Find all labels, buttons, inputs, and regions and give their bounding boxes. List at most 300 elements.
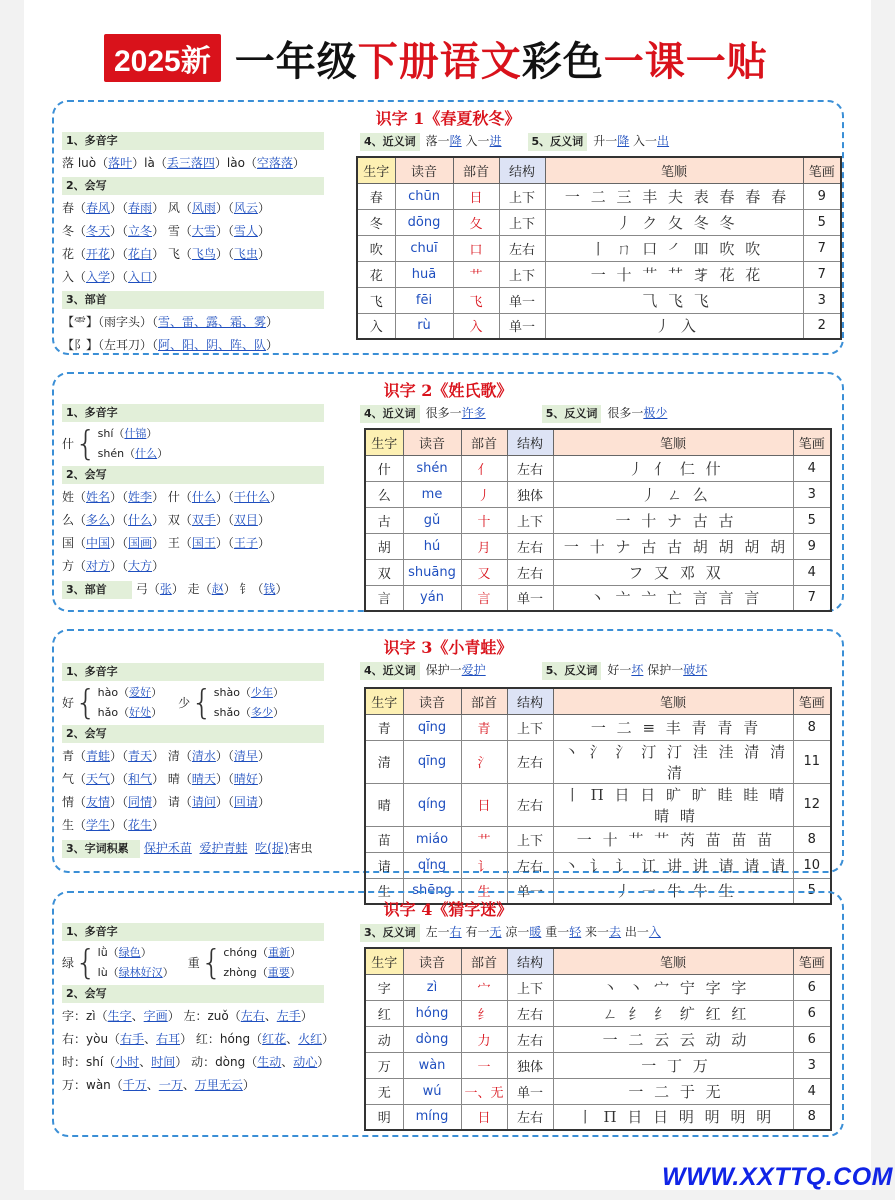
cell-bu: 又 [461,559,507,585]
cell-bu: 丿 [461,481,507,507]
text: ） [269,490,282,504]
table-row [365,1026,831,1052]
cell-jie: 左右 [507,783,553,826]
text: 、 [182,1078,195,1092]
reading [98,424,168,444]
cell-zi: 什 [365,455,403,481]
word: 绿色 [118,946,141,959]
word: 晴天 [191,772,216,786]
cell-shu: 8 [793,1104,831,1130]
lesson-notes [62,402,362,601]
col-header-shu: 笔画 [803,157,841,183]
text: 、 [264,1009,277,1023]
huixie-line [62,1028,362,1051]
site-watermark: WWW.XXTTQ.COM [662,1163,893,1191]
cell-bu: 日 [461,783,507,826]
col-header-bi: 笔顺 [545,157,803,183]
text: 时：shí（ [62,1055,116,1069]
cell-shu: 5 [793,878,831,904]
text: 落 [62,156,75,170]
table-row [357,183,841,209]
brace: { [75,943,97,983]
word: 坏 [631,663,644,677]
text: ）（ [215,749,234,763]
label-duoyin: 1、多音字 [62,663,324,681]
word: 花白 [128,247,153,261]
reading [98,444,168,464]
readings [98,424,168,464]
text: ） [257,201,270,215]
text: ） [290,946,302,959]
cell-seq: ⺄ 飞 飞 [545,287,803,313]
word: 干什么 [233,490,270,504]
char: 少 [178,695,191,710]
text: ） [257,772,270,786]
col-header-bu: 部首 [461,688,507,714]
cell-pin: wú [403,1078,461,1104]
text: chóng（ [223,946,269,959]
word: 回请 [233,795,258,809]
cell-pin: miáo [403,826,461,852]
col-header-jie: 结构 [507,429,553,455]
jilei-line [62,837,362,860]
text: ）lào（ [214,156,257,170]
cell-pin: me [403,481,461,507]
cell-seq: フ 又 邓 双 [553,559,793,585]
word: 清早 [233,749,258,763]
huixie-line [62,555,362,578]
cell-pin: míng [403,1104,461,1130]
word: 多么 [86,513,111,527]
word: 同情 [128,795,153,809]
word: 破坏 [683,663,708,677]
word: 左手 [276,1009,301,1023]
cell-zi: 花 [357,261,395,287]
text: ）（ [215,795,234,809]
text: 春（ [62,201,87,215]
huixie-line [62,243,362,266]
col-header-jie: 结构 [507,688,553,714]
cell-bu: 氵 [461,740,507,783]
text: ）（ [110,490,129,504]
cell-zi: 胡 [365,533,403,559]
cell-zi: 飞 [357,287,395,313]
word: 火红 [298,1032,323,1046]
text: lǜ（ [97,946,119,959]
cell-zi: 清 [365,740,403,783]
cell-shu: 7 [793,585,831,611]
word: 请问 [191,795,216,809]
word: 赵 [211,582,224,596]
text: lù（ [97,966,119,979]
cell-jie: 左右 [507,559,553,585]
table-row [365,783,831,826]
cell-pin: hóng [403,1000,461,1026]
word: 和气 [128,772,153,786]
text: ） 飞（ [152,247,192,261]
word: 落叶 [108,156,133,170]
huixie-line [62,745,362,768]
cell-bu: 一、无 [461,1078,507,1104]
text: 【阝】（左耳刀）（ [62,338,159,352]
title-part-3: 彩色 [521,37,604,85]
text: ） [272,686,284,699]
cell-pin: rù [395,313,453,339]
cell-shu: 3 [793,481,831,507]
word: 清水 [191,749,216,763]
cell-seq: 丨 П 日 日 明 明 明 明 [553,1104,793,1130]
cell-bu: 艹 [453,261,499,287]
cell-pin: hú [403,533,461,559]
col-header-zi: 生字 [365,429,403,455]
lesson-title: 识字 3《小青蛙》 [383,638,513,657]
word: 右手 [120,1032,145,1046]
text: ） [257,795,270,809]
text: shào（ [213,686,251,699]
word: 青天 [128,749,153,763]
text: ） [289,966,301,979]
text: 落一 [425,134,450,148]
text: 、 [146,1078,159,1092]
cell-shu: 7 [803,235,841,261]
cell-seq: 丿 ㇐ 牛 牛 生 [553,878,793,904]
cell-bu: 言 [461,585,507,611]
word: 绿林好汉 [118,966,163,979]
table-row [365,740,831,783]
table-row [365,1104,831,1130]
jinyi [360,404,486,423]
text: ） [140,946,152,959]
word: 左右 [240,1009,265,1023]
label: 5、反义词 [542,405,602,423]
cell-jie: 上下 [507,826,553,852]
huixie-line [62,1074,362,1097]
word: 许多 [461,406,486,420]
text: ）（ [110,818,129,832]
year-badge: 2025新 [104,34,221,82]
cell-seq: 一 二 三 丰 夫 表 春 春 春 [545,183,803,209]
text: ） [272,706,284,719]
reading [214,683,284,703]
cell-seq: 一 二 于 无 [553,1078,793,1104]
text: hào（ [97,686,130,699]
fanyi [528,132,670,151]
page-title [235,30,768,87]
character-table [356,156,842,340]
cell-pin: chūn [395,183,453,209]
text: ） [257,749,270,763]
text: hǎo（ [97,706,130,719]
cell-bu: 生 [461,878,507,904]
cell-shu: 5 [803,209,841,235]
text: ） [151,686,163,699]
word: 大雪 [191,224,216,238]
cell-zi: 么 [365,481,403,507]
cell-bu: 十 [461,507,507,533]
title-part-2: 下册语文 [357,37,522,85]
table-row [365,1000,831,1026]
cell-jie: 左右 [507,1000,553,1026]
word: 什锦 [124,427,147,440]
text: 保护一 [643,663,684,677]
word: 少年 [250,686,273,699]
table-row [365,826,831,852]
word: 小时 [115,1055,140,1069]
label-huixie: 2、会写 [62,466,324,484]
cell-zi: 双 [365,559,403,585]
word: 降 [617,134,630,148]
brace: { [75,424,97,464]
cell-jie: 单一 [507,878,553,904]
cell-seq: 一 丁 万 [553,1052,793,1078]
word: 右耳 [156,1032,181,1046]
text: ）（ [110,559,129,573]
cell-seq: 一 二 ≡ 丰 青 青 青 [553,714,793,740]
word: 降 [449,134,462,148]
word: 入 [648,925,661,939]
label: 3、部首 [62,581,132,599]
text: ）（ [110,749,129,763]
text: ）là（ [132,156,167,170]
label-huixie: 2、会写 [62,177,324,195]
col-header-zi: 生字 [357,157,395,183]
huixie-line [62,814,362,837]
title-part-4: 一课一贴 [603,37,768,85]
cell-jie: 上下 [499,209,545,235]
text: ） [242,1078,255,1092]
word: 入口 [128,270,153,284]
fanyi [542,661,708,680]
lesson-notes [62,130,362,357]
text: ） [257,224,270,238]
text: ） [300,1009,313,1023]
text: 万：wàn（ [62,1078,123,1092]
brace: { [200,943,223,983]
cell-pin: qǐng [403,852,461,878]
readings [98,943,174,983]
cell-shu: 4 [793,1078,831,1104]
table-row [365,481,831,507]
lesson-title: 识字 1《春夏秋冬》 [375,109,521,128]
reading [98,703,162,723]
word: 重新 [268,946,291,959]
text: ） 钅（ [223,582,264,596]
text: ） [151,706,163,719]
cell-shu: 7 [803,261,841,287]
text: ）（ [110,247,129,261]
duoyin-brace [62,424,362,464]
brace: { [191,683,213,723]
duoyin-brace [62,943,174,983]
cell-zi: 入 [357,313,395,339]
text: ） [266,338,279,352]
huixie-line [62,791,362,814]
text: ） [275,582,288,596]
cell-zi: 冬 [357,209,395,235]
table-row [365,559,831,585]
text: ）（ [215,772,234,786]
duoyin-pair [62,683,362,723]
cell-bu: 日 [461,1104,507,1130]
col-header-bu: 部首 [461,429,507,455]
text: 入一 [629,134,658,148]
cell-zi: 请 [365,852,403,878]
word: 空落落 [256,156,293,170]
cell-shu: 3 [793,1052,831,1078]
fanyi-words [426,925,661,939]
word: 雪人 [233,224,258,238]
cell-bu: 力 [461,1026,507,1052]
fanyi [542,404,668,423]
col-header-zi: 生字 [365,688,403,714]
cell-pin: huā [395,261,453,287]
label: 3、反义词 [360,924,420,942]
text: ）（ [110,513,129,527]
lesson-notes [62,921,362,1097]
text: ） [317,1055,330,1069]
cell-bu: 亻 [461,455,507,481]
char: 什 [62,436,75,451]
word: 对方 [86,559,111,573]
text: ） 走（ [171,582,212,596]
cell-zi: 明 [365,1104,403,1130]
col-header-jie: 结构 [507,948,553,974]
text: shǎo（ [213,706,251,719]
text: 方（ [62,559,87,573]
word: 花生 [128,818,153,832]
text: ） [152,818,165,832]
text: ） 清（ [152,749,192,763]
table-row [365,1052,831,1078]
cell-bu: 飞 [453,287,499,313]
text: ）（ [110,224,129,238]
word: 友情 [86,795,111,809]
cell-bu: 夂 [453,209,499,235]
lesson-card-1 [52,100,844,355]
label: 3、字词积累 [62,840,140,858]
cell-shu: 9 [803,183,841,209]
cell-pin: qīng [403,740,461,783]
huixie-list [62,745,362,837]
cell-jie: 左右 [507,533,553,559]
duoyin-pair [62,943,362,983]
word: 暖 [529,925,542,939]
text: ） 请（ [152,795,192,809]
word: 轻 [569,925,582,939]
table-row [365,974,831,1000]
antonym-line [360,923,661,942]
cell-shu: 4 [793,559,831,585]
word: 雪、雷、露、霜、雾 [158,315,267,329]
col-header-shu: 笔画 [793,948,831,974]
col-header-bu: 部首 [453,157,499,183]
synonym-antonym-line [360,132,669,151]
text: ）（ [215,224,234,238]
cell-jie: 左右 [507,1026,553,1052]
word: 无 [489,925,502,939]
text: ） [322,1032,335,1046]
text: 、 [139,1055,152,1069]
cell-pin: dòng [403,1026,461,1052]
text: ） 晴（ [152,772,192,786]
word: 重要 [267,966,290,979]
cell-shu: 6 [793,1026,831,1052]
cell-bu: 入 [453,313,499,339]
word: 姓名 [86,490,111,504]
cell-bu: 讠 [461,852,507,878]
word: 中国 [86,536,111,550]
cell-shu: 8 [793,826,831,852]
cell-zi: 晴 [365,783,403,826]
word: 时间 [151,1055,176,1069]
col-header-shu: 笔画 [793,688,831,714]
cell-pin: yán [403,585,461,611]
col-header-jie: 结构 [499,157,545,183]
word: 飞鸟 [191,247,216,261]
col-header-bi: 笔顺 [553,429,793,455]
lesson-card-3 [52,629,844,901]
text: ） [162,966,174,979]
text: ） [292,156,305,170]
word: 张 [159,582,172,596]
col-header-bi: 笔顺 [553,688,793,714]
word: 风雨 [191,201,216,215]
synonym-antonym-line [360,661,707,680]
col-header-yin: 读音 [403,948,461,974]
cell-pin: wàn [403,1052,461,1078]
huixie-line [62,1005,362,1028]
huixie-line [62,768,362,791]
col-header-shu: 笔画 [793,429,831,455]
cell-seq: 一 十 艹 ⺿ 𦬁 花 花 [545,261,803,287]
word: 爱好 [129,686,152,699]
cell-shu: 3 [803,287,841,313]
cell-zi: 吹 [357,235,395,261]
duoyin-brace [188,943,301,983]
cell-jie: 单一 [499,313,545,339]
word: 飞虫 [233,247,258,261]
label: 5、反义词 [542,662,602,680]
text: ） [257,247,270,261]
table-row [357,287,841,313]
text: ） [152,270,165,284]
table-row [365,1078,831,1104]
cell-bu: 宀 [461,974,507,1000]
cell-seq: 一 十 ナ 古 古 [553,507,793,533]
cell-shu: 10 [793,852,831,878]
label-duoyin: 1、多音字 [62,923,324,941]
table-row [365,714,831,740]
text: ）（ [215,247,234,261]
cell-pin: qíng [403,783,461,826]
text: 弓（ [135,582,160,596]
lesson-card-4 [52,891,844,1137]
bushou-line [62,578,362,601]
text: 出一 [621,925,649,939]
text: 、 [281,1055,294,1069]
text: 、 [144,1032,157,1046]
cell-seq: 丿 ク 夂 冬 冬 [545,209,803,235]
text: 气（ [62,772,87,786]
word: 极少 [643,406,668,420]
word: 春雨 [128,201,153,215]
lesson-card-2 [52,372,844,612]
cell-jie: 单一 [499,287,545,313]
word: 青蛙 [86,749,111,763]
col-header-bi: 笔顺 [553,948,793,974]
huixie-line [62,220,362,243]
page-header [104,34,768,85]
